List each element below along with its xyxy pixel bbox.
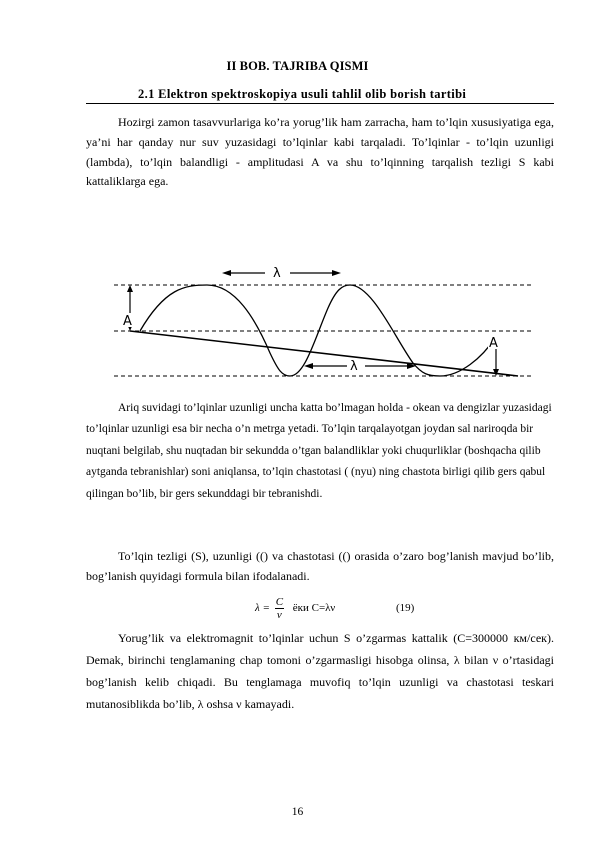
formula-number: (19) xyxy=(396,602,415,614)
formula-19 xyxy=(255,596,415,621)
formula-lhs: λ = xyxy=(255,602,270,615)
formula-alternative: ёки С=λν xyxy=(292,602,336,615)
lambda-top-right-arrowhead xyxy=(332,270,341,276)
wave-diagram xyxy=(110,258,540,383)
section-subtitle: 2.1 Elektron spektroskopiya usuli tahlil olib borish tartibi xyxy=(138,87,467,101)
page-number: 16 xyxy=(291,806,304,818)
paragraph-light: Yorug’lik va elektromagnit to’lqinlar uchun S o’zgarmas kattalik (C=300000 км/сек). Demak, birinchi tenglamaning chap tomoni o’zgarmasligi hisobga olinsa, λ bilan ν o’rtasidagi bog’lanish kelib chiqadi. Bu tenglamaga muvofiq to’lqin uzunligi va chastotasi teskari mutanosiblikda bo’lib, λ oshsa ν kamayadi. xyxy=(86,631,554,711)
lambda-top-label: λ xyxy=(273,266,281,281)
amplitude-right-label: A xyxy=(489,336,498,351)
paragraph-waves: Ariq suvidagi to’lqinlar uzunligi uncha katta bo’lmagan holda - okean va dengizlar yuzasidagi to’lqinlar uzunligi esa bir necha o’n metrga yetadi. To’lqin tarqalayotgan joydan sal nariroqda bir nuqtani belgilab, shu nuqtadan bir sekundda o’tgan balandliklar yoki chuqurliklar (boshqacha qilib aytganda tebranishlar) soni aniqlansa, to’lqin chastotasi ( (nyu) ning chastota birligi qilib gers qabul qilingan bo’lib, bir gers sekunddagi bir tebranishdi. xyxy=(86,402,552,500)
header-rule xyxy=(86,103,554,104)
formula-numerator: C xyxy=(275,596,284,608)
paragraph-relation: To’lqin tezligi (S), uzunligi (() va chastotasi (() orasida o’zaro bog’lanish mavjud bo’lib, bog’lanish quyidagi formula bilan ifodalanadi. xyxy=(86,549,554,583)
lambda-bottom-label: λ xyxy=(350,359,358,374)
paragraph-intro: Hozirgi zamon tasavvurlariga ko’ra yorug’lik ham zarracha, ham to’lqin xususiyatiga ega, ya’ni har qanday nur suv yuzasidagi to’lqinlar kabi tarqaladi. To’lqinlar - to’lqin uzunligi (lambda), to’lqin balandligi - amplitudasi A va shu to’lqinning tarqalish tezligi S kabi kattaliklarga ega. xyxy=(86,115,554,189)
formula-fraction xyxy=(275,596,284,621)
lambda-bottom-left-arrowhead xyxy=(304,363,313,369)
amplitude-left-label: A xyxy=(123,314,132,329)
formula-denominator: ν xyxy=(276,609,282,621)
amplitude-left-arrow-up xyxy=(127,285,133,292)
chapter-title: II BOB. TAJRIBA QISMI xyxy=(226,59,369,73)
lambda-top-left-arrowhead xyxy=(222,270,231,276)
slope-line xyxy=(130,331,518,376)
